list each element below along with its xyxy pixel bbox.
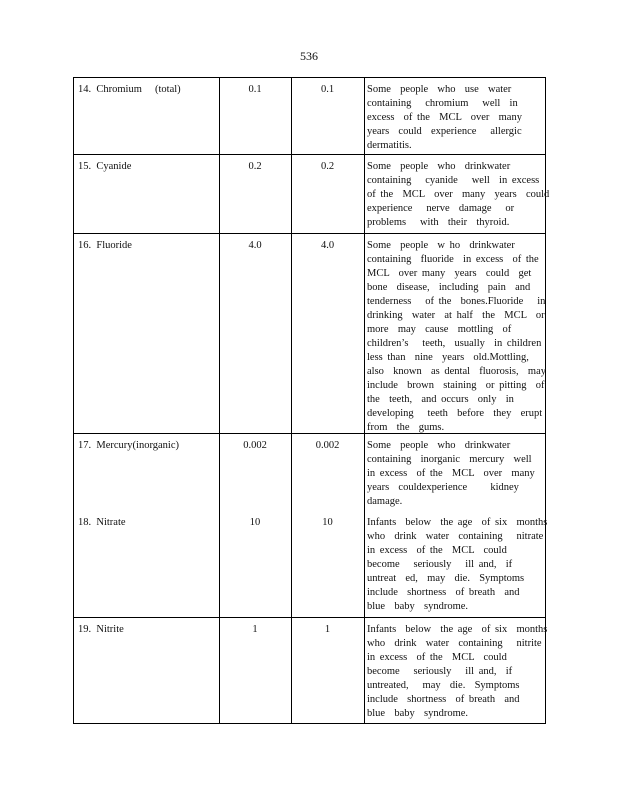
- contaminant-name: 14. Chromium (total): [78, 84, 181, 95]
- health-effects-line: blue baby syndrome.: [367, 601, 469, 612]
- health-effects-line: become seriously ill and, if: [367, 666, 513, 677]
- page-number: 536: [300, 49, 318, 63]
- table-row: [73, 433, 546, 512]
- health-effects-line: experience nerve damage or: [367, 203, 515, 214]
- mcl-value: 0.2: [320, 161, 335, 172]
- health-effects-line: Some people w ho drinkwater: [367, 240, 515, 251]
- table-row: [73, 233, 546, 434]
- health-effects-line: excess of the MCL over many: [367, 112, 522, 123]
- health-effects: [367, 83, 543, 153]
- health-effects-line: containing cyanide well in excess: [367, 175, 540, 186]
- health-effects-line: years couldexperience kidney: [367, 482, 519, 493]
- mclg-value: 4.0: [248, 240, 262, 251]
- column-divider: [219, 234, 220, 434]
- health-effects-line: Infants below the age of six months: [367, 624, 548, 635]
- health-effects-line: include brown staining or pitting of: [367, 380, 545, 391]
- health-effects-line: in excess of the MCL could: [367, 545, 507, 556]
- health-effects-line: untreated, may die. Symptoms: [367, 680, 520, 691]
- health-effects: [367, 623, 548, 721]
- health-effects-line: who drink water containing nitrate: [367, 531, 544, 542]
- column-divider: [364, 618, 365, 723]
- health-effects-line: developing teeth before they erupt: [367, 408, 543, 419]
- health-effects-line: Some people who drinkwater: [367, 161, 511, 172]
- health-effects-line: blue baby syndrome.: [367, 708, 469, 719]
- table-row: [73, 77, 546, 155]
- contaminant-name: 15. Cyanide: [78, 161, 132, 172]
- column-divider: [364, 434, 365, 512]
- contaminant-name: 17. Mercury(inorganic): [78, 440, 179, 451]
- health-effects-line: dermatitis.: [367, 140, 412, 151]
- health-effects-line: more may cause mottling of: [367, 324, 512, 335]
- mclg-value: 1: [252, 624, 258, 635]
- health-effects: [367, 239, 546, 435]
- column-divider: [291, 234, 292, 434]
- mcl-value: 10: [322, 517, 333, 528]
- health-effects-line: tenderness of the bones.Fluoride in: [367, 296, 546, 307]
- health-effects-line: include shortness of breath and: [367, 587, 520, 598]
- mcl-value: 0.002: [315, 440, 340, 451]
- contaminant-name: 19. Nitrite: [78, 624, 124, 635]
- health-effects-line: in excess of the MCL over many: [367, 468, 535, 479]
- health-effects-line: drinking water at half the MCL or: [367, 310, 545, 321]
- health-effects: [367, 439, 543, 509]
- health-effects-line: become seriously ill and, if: [367, 559, 513, 570]
- mcl-value: 0.1: [320, 84, 335, 95]
- health-effects-line: from the gums.: [367, 422, 445, 433]
- health-effects-line: untreat ed, may die. Symptoms: [367, 573, 525, 584]
- table-row: [73, 154, 550, 234]
- health-effects-line: less than nine years old.Mottling,: [367, 352, 529, 363]
- health-effects-line: in excess of the MCL could: [367, 652, 507, 663]
- health-effects-line: also known as dental fluorosis, may: [367, 366, 546, 377]
- contaminant-name: 18. Nitrate: [78, 517, 126, 528]
- health-effects-line: years could experience allergic: [367, 126, 522, 137]
- column-divider: [364, 78, 365, 155]
- column-divider: [364, 234, 365, 434]
- mcl-value: 4.0: [320, 240, 335, 251]
- health-effects: [367, 516, 548, 614]
- health-effects-line: include shortness of breath and: [367, 694, 520, 705]
- column-divider: [364, 511, 365, 617]
- health-effects-line: containing chromium well in: [367, 98, 518, 109]
- health-effects: [367, 160, 550, 230]
- health-effects-line: problems with their thyroid.: [367, 217, 510, 228]
- health-effects-line: MCL over many years could get: [367, 268, 532, 279]
- mclg-value: 0.2: [248, 161, 262, 172]
- mclg-value: 10: [249, 517, 261, 528]
- health-effects-line: Infants below the age of six months: [367, 517, 548, 528]
- health-effects-line: who drink water containing nitrite: [367, 638, 542, 649]
- health-effects-line: of the MCL over many years could: [367, 189, 550, 200]
- table-row: [73, 617, 546, 724]
- column-divider: [364, 155, 365, 234]
- health-effects-line: the teeth, and occurs only in: [367, 394, 514, 405]
- health-effects-line: children’s teeth, usually in children: [367, 338, 542, 349]
- health-effects-line: containing inorganic mercury well: [367, 454, 532, 465]
- health-effects-line: bone disease, including pain and: [367, 282, 531, 293]
- table-row: [73, 511, 546, 617]
- health-effects-line: Some people who use water: [367, 84, 512, 95]
- mclg-value: 0.1: [248, 84, 262, 95]
- mclg-value: 0.002: [243, 440, 267, 451]
- contaminant-name: 16. Fluoride: [78, 240, 132, 251]
- health-effects-line: damage.: [367, 496, 403, 507]
- health-effects-line: containing fluoride in excess of the: [367, 254, 539, 265]
- health-effects-line: Some people who drinkwater: [367, 440, 511, 451]
- mcl-value: 1: [324, 624, 331, 635]
